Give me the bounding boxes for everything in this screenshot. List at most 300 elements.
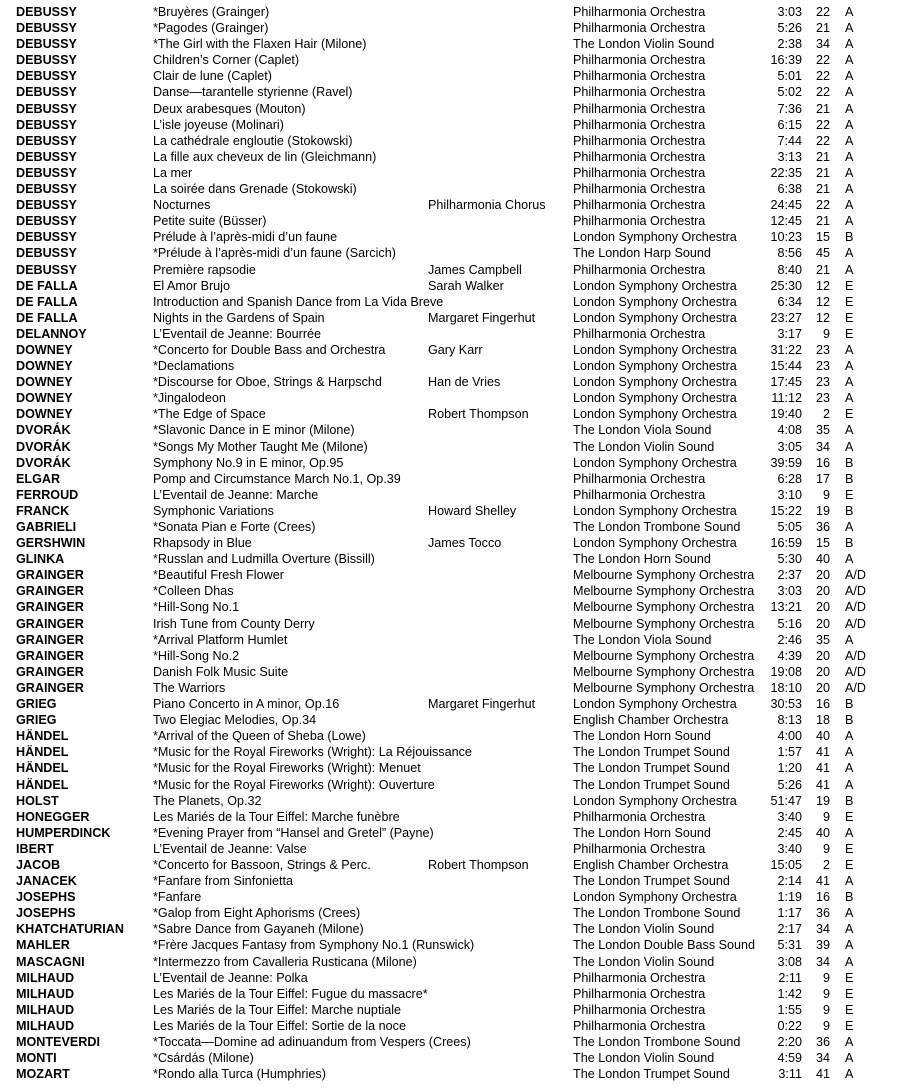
label-code: A [845,165,854,180]
disc-number: 21 [815,262,830,277]
soloist-name: Han de Vries [428,375,501,390]
catalog-row [0,133,900,149]
label-code: A [845,133,854,148]
composer-name: DVORÁK [16,455,71,470]
duration: 15:22 [770,503,802,518]
disc-number: 41 [815,1067,830,1082]
orchestra-name: The London Violin Sound [573,439,715,454]
composer-name: HOLST [16,793,59,808]
orchestra-name: Philharmonia Orchestra [573,101,706,116]
catalog-row [0,793,900,809]
catalog-row [0,487,900,503]
duration: 1:42 [777,986,802,1001]
catalog-row [0,616,900,632]
orchestra-name: London Symphony Orchestra [573,391,737,406]
disc-number: 23 [815,342,830,357]
catalog-row [0,567,900,583]
label-code: A/D [845,680,866,695]
work-title: Irish Tune from County Derry [153,616,315,631]
orchestra-name: Philharmonia Orchestra [573,1002,706,1017]
label-code: B [845,503,854,518]
catalog-row [0,648,900,664]
label-code: E [845,841,854,856]
disc-number: 9 [822,487,830,502]
catalog-row [0,970,900,986]
work-title: Première rapsodie [153,262,256,277]
duration: 5:26 [777,777,802,792]
composer-name: DEBUSSY [16,37,77,52]
disc-number: 36 [815,520,830,534]
orchestra-name: London Symphony Orchestra [573,342,737,357]
label-code: A [845,5,854,19]
disc-number: 9 [822,841,830,856]
catalog-row [0,213,900,229]
composer-name: DEBUSSY [16,165,77,180]
catalog-row [0,20,900,36]
duration: 39:59 [770,455,802,470]
composer-name: IBERT [16,841,54,856]
catalog-row [0,4,900,20]
composer-name: DE FALLA [16,310,78,325]
composer-name: DOWNEY [16,342,73,357]
orchestra-name: Philharmonia Orchestra [573,53,706,68]
disc-number: 39 [815,938,830,953]
duration: 1:55 [777,1002,802,1017]
label-code: A [845,922,854,937]
duration: 2:14 [777,874,802,889]
label-code: A/D [845,648,866,663]
orchestra-name: Philharmonia Orchestra [573,5,706,19]
work-title: *Music for the Royal Fireworks (Wright): La Réjouissance [153,745,472,760]
label-code: A/D [845,616,866,631]
composer-name: MILHAUD [16,986,75,1001]
duration: 31:22 [770,342,802,357]
duration: 24:45 [770,198,802,213]
composer-name: DVORÁK [16,439,71,454]
duration: 8:40 [777,262,802,277]
disc-number: 20 [815,648,830,663]
orchestra-name: Philharmonia Orchestra [573,117,706,132]
disc-number: 16 [815,697,830,712]
catalog-row [0,599,900,615]
label-code: A [845,439,854,454]
work-title: La mer [153,165,193,180]
composer-name: DOWNEY [16,407,73,422]
orchestra-name: Philharmonia Orchestra [573,69,706,84]
soloist-name: Philharmonia Chorus [428,198,546,213]
catalog-row [0,809,900,825]
disc-number: 34 [815,439,830,454]
duration: 2:45 [777,825,802,840]
catalog-row [0,889,900,905]
catalog-row [0,551,900,567]
work-title: *Concerto for Double Bass and Orchestra [153,342,386,357]
label-code: A [845,21,854,36]
work-title: Les Mariés de la Tour Eiffel: Sortie de la noce [153,1018,406,1033]
label-code: A [845,632,854,647]
catalog-row [0,181,900,197]
label-code: A [845,391,854,406]
duration: 3:10 [777,487,802,502]
catalog-row [0,744,900,760]
composer-name: DE FALLA [16,278,78,293]
work-title: *Concerto for Bassoon, Strings & Perc. [153,857,371,872]
disc-number: 21 [815,101,830,116]
catalog-row [0,101,900,117]
label-code: B [845,793,854,808]
catalog-row [0,905,900,921]
composer-name: DEBUSSY [16,85,77,100]
catalog-row [0,986,900,1002]
orchestra-name: London Symphony Orchestra [573,890,737,905]
composer-name: HUMPERDINCK [16,825,111,840]
work-title: L’Eventail de Jeanne: Polka [153,970,308,985]
work-title: Les Mariés de la Tour Eiffel: Marche funèbre [153,809,400,824]
disc-number: 36 [815,906,830,921]
disc-number: 40 [815,729,830,744]
label-code: A [845,53,854,68]
work-title: Rhapsody in Blue [153,536,252,551]
catalog-row [0,342,900,358]
disc-number: 23 [815,375,830,390]
duration: 5:01 [777,69,802,84]
disc-number: 23 [815,391,830,406]
label-code: A [845,246,854,261]
disc-number: 9 [822,1002,830,1017]
composer-name: DEBUSSY [16,101,77,116]
label-code: E [845,970,854,985]
work-title: *Discourse for Oboe, Strings & Harpschd [153,375,382,390]
catalog-row [0,712,900,728]
disc-number: 36 [815,1035,830,1049]
label-code: A [845,1067,854,1082]
composer-name: DEBUSSY [16,230,77,245]
work-title: Deux arabesques (Mouton) [153,101,306,116]
catalog-row [0,52,900,68]
label-code: E [845,857,854,872]
work-title: *Sabre Dance from Gayaneh (Milone) [153,922,364,937]
orchestra-name: London Symphony Orchestra [573,793,737,808]
orchestra-name: The London Trumpet Sound [573,745,730,760]
disc-number: 34 [815,922,830,937]
disc-number: 15 [815,536,830,551]
composer-name: DEBUSSY [16,133,77,148]
label-code: A [845,906,854,921]
work-title: *Music for the Royal Fireworks (Wright): Menuet [153,761,421,776]
orchestra-name: The London Violin Sound [573,37,715,52]
catalog-row [0,84,900,100]
work-title: Danish Folk Music Suite [153,664,289,679]
label-code: A [845,938,854,953]
duration: 3:13 [777,149,802,164]
disc-number: 9 [822,809,830,824]
duration: 17:45 [770,375,802,390]
composer-name: GRAINGER [16,664,84,679]
label-code: A [845,262,854,277]
disc-number: 34 [815,37,830,52]
composer-name: HÄNDEL [16,761,69,776]
work-title: Nocturnes [153,198,211,213]
duration: 4:08 [777,423,802,438]
composer-name: GERSHWIN [16,536,86,551]
orchestra-name: Melbourne Symphony Orchestra [573,680,755,695]
composer-name: GRAINGER [16,568,84,583]
catalog-row [0,406,900,422]
catalog-row [0,696,900,712]
soloist-name: Margaret Fingerhut [428,697,536,712]
disc-number: 22 [815,198,830,213]
composer-name: GRIEG [16,697,57,712]
orchestra-name: The London Viola Sound [573,423,712,438]
label-code: E [845,278,854,293]
orchestra-name: London Symphony Orchestra [573,278,737,293]
orchestra-name: Philharmonia Orchestra [573,21,706,36]
disc-number: 20 [815,600,830,615]
composer-name: GRAINGER [16,648,84,663]
disc-number: 9 [822,326,830,341]
label-code: A [845,777,854,792]
duration: 8:56 [777,246,802,261]
duration: 13:21 [770,600,802,615]
disc-number: 16 [815,890,830,905]
catalog-row [0,777,900,793]
composer-name: DE FALLA [16,294,78,309]
duration: 2:46 [777,632,802,647]
work-title: Symphony No.9 in E minor, Op.95 [153,455,344,470]
label-code: A/D [845,568,866,583]
catalog-row [0,422,900,438]
orchestra-name: Melbourne Symphony Orchestra [573,616,755,631]
orchestra-name: The London Viola Sound [573,632,712,647]
catalog-row [0,326,900,342]
work-title: *The Girl with the Flaxen Hair (Milone) [153,37,367,52]
work-title: *The Edge of Space [153,407,266,422]
label-code: A [845,182,854,197]
duration: 5:02 [777,85,802,100]
label-code: A [845,1051,854,1066]
catalog-row [0,954,900,970]
catalog-row [0,921,900,937]
label-code: A [845,729,854,744]
catalog-row [0,632,900,648]
catalog-row [0,358,900,374]
duration: 0:22 [777,1018,802,1033]
orchestra-name: Philharmonia Orchestra [573,1018,706,1033]
soloist-name: James Campbell [428,262,522,277]
duration: 19:08 [770,664,802,679]
duration: 19:40 [770,407,802,422]
label-code: A [845,761,854,776]
label-code: E [845,487,854,502]
duration: 5:05 [777,520,802,534]
label-code: A [845,375,854,390]
orchestra-name: Philharmonia Orchestra [573,262,706,277]
disc-number: 16 [815,455,830,470]
orchestra-name: The London Horn Sound [573,729,711,744]
duration: 6:28 [777,471,802,486]
label-code: A/D [845,664,866,679]
label-code: E [845,1018,854,1033]
label-code: A [845,1035,854,1049]
duration: 3:08 [777,954,802,969]
composer-name: JACOB [16,857,61,872]
orchestra-name: Philharmonia Orchestra [573,970,706,985]
catalog-row [0,728,900,744]
duration: 30:53 [770,697,802,712]
duration: 3:40 [777,841,802,856]
label-code: A [845,37,854,52]
label-code: A/D [845,584,866,599]
work-title: *Bruyères (Grainger) [153,5,270,19]
catalog-row [0,36,900,52]
duration: 51:47 [770,793,802,808]
duration: 5:26 [777,21,802,36]
work-title: *Pagodes (Grainger) [153,21,269,36]
disc-number: 19 [815,503,830,518]
composer-name: GRAINGER [16,680,84,695]
orchestra-name: Philharmonia Orchestra [573,809,706,824]
composer-name: ELGAR [16,471,61,486]
label-code: B [845,697,854,712]
composer-name: MAHLER [16,938,70,953]
composer-name: JOSEPHS [16,890,76,905]
work-title: *Csárdás (Milone) [153,1051,254,1066]
composer-name: FERROUD [16,487,79,502]
work-title: L’Eventail de Jeanne: Marche [153,487,319,502]
work-title: Children’s Corner (Caplet) [153,53,300,68]
catalog-row [0,760,900,776]
duration: 4:59 [777,1051,802,1066]
orchestra-name: The London Horn Sound [573,825,711,840]
work-title: *Fanfare from Sinfonietta [153,874,294,889]
duration: 2:38 [777,37,802,52]
work-title: *Slavonic Dance in E minor (Milone) [153,423,355,438]
composer-name: GABRIELI [16,520,77,534]
work-title: The Warriors [153,680,226,695]
label-code: A [845,359,854,374]
disc-number: 15 [815,230,830,245]
disc-number: 21 [815,21,830,36]
orchestra-name: The London Violin Sound [573,954,715,969]
disc-number: 22 [815,117,830,132]
disc-number: 2 [822,407,830,422]
label-code: E [845,986,854,1001]
disc-number: 20 [815,664,830,679]
composer-name: DEBUSSY [16,246,77,261]
orchestra-name: Philharmonia Orchestra [573,133,706,148]
catalog-row [0,374,900,390]
disc-number: 41 [815,874,830,889]
composer-name: DEBUSSY [16,262,77,277]
duration: 6:38 [777,182,802,197]
label-code: E [845,310,854,325]
duration: 4:00 [777,729,802,744]
duration: 3:03 [777,5,802,19]
soloist-name: Margaret Fingerhut [428,310,536,325]
catalog-row [0,873,900,889]
duration: 6:15 [777,117,802,132]
composer-name: DOWNEY [16,359,73,374]
duration: 11:12 [771,391,802,406]
duration: 12:45 [770,214,802,229]
disc-number: 45 [815,246,830,261]
duration: 22:35 [770,165,802,180]
work-title: L’Eventail de Jeanne: Valse [153,841,307,856]
orchestra-name: Philharmonia Orchestra [573,149,706,164]
disc-number: 9 [822,1018,830,1033]
catalog-row [0,68,900,84]
disc-number: 17 [815,471,830,486]
catalog-row [0,1050,900,1066]
catalog-row [0,1066,900,1082]
disc-number: 41 [815,745,830,760]
work-title: La soirée dans Grenade (Stokowski) [153,182,357,197]
catalog-row [0,262,900,278]
orchestra-name: Philharmonia Orchestra [573,182,706,197]
work-title: *Evening Prayer from “Hansel and Gretel” (Payne) [153,825,434,840]
orchestra-name: Philharmonia Orchestra [573,165,706,180]
disc-number: 41 [815,761,830,776]
catalog-row [0,310,900,326]
label-code: A [845,149,854,164]
work-title: *Russlan and Ludmilla Overture (Bissill) [153,552,375,567]
work-title: La cathédrale engloutie (Stokowski) [153,133,353,148]
catalog-row [0,937,900,953]
orchestra-name: The London Trombone Sound [573,520,741,534]
duration: 1:19 [777,890,802,905]
disc-number: 34 [815,1051,830,1066]
disc-number: 20 [815,616,830,631]
orchestra-name: The London Trumpet Sound [573,874,730,889]
composer-name: HÄNDEL [16,777,69,792]
disc-number: 9 [822,986,830,1001]
label-code: A [845,101,854,116]
label-code: E [845,294,854,309]
orchestra-name: London Symphony Orchestra [573,697,737,712]
composer-name: DOWNEY [16,391,73,406]
label-code: A [845,214,854,229]
catalog-row [0,664,900,680]
duration: 25:30 [770,278,802,293]
duration: 15:44 [770,359,802,374]
orchestra-name: English Chamber Orchestra [573,713,729,728]
work-title: *Fanfare [153,890,202,905]
label-code: A [845,69,854,84]
work-title: Prélude à l’après-midi d’un faune [153,230,338,245]
duration: 3:03 [777,584,802,599]
duration: 15:05 [770,857,802,872]
label-code: A [845,198,854,213]
composer-name: MILHAUD [16,1002,75,1017]
disc-number: 21 [815,149,830,164]
label-code: B [845,230,854,245]
disc-number: 21 [815,182,830,197]
catalog-row [0,825,900,841]
label-code: E [845,326,854,341]
composer-name: DEBUSSY [16,53,77,68]
work-title: Nights in the Gardens of Spain [153,310,325,325]
work-title: Symphonic Variations [153,503,274,518]
label-code: A/D [845,600,866,615]
orchestra-name: London Symphony Orchestra [573,407,737,422]
work-title: *Galop from Eight Aphorisms (Crees) [153,906,361,921]
orchestra-name: Philharmonia Orchestra [573,85,706,100]
label-code: A [845,520,854,534]
disc-number: 9 [822,970,830,985]
duration: 1:57 [777,745,802,760]
catalog-row [0,519,900,535]
disc-number: 12 [815,294,830,309]
